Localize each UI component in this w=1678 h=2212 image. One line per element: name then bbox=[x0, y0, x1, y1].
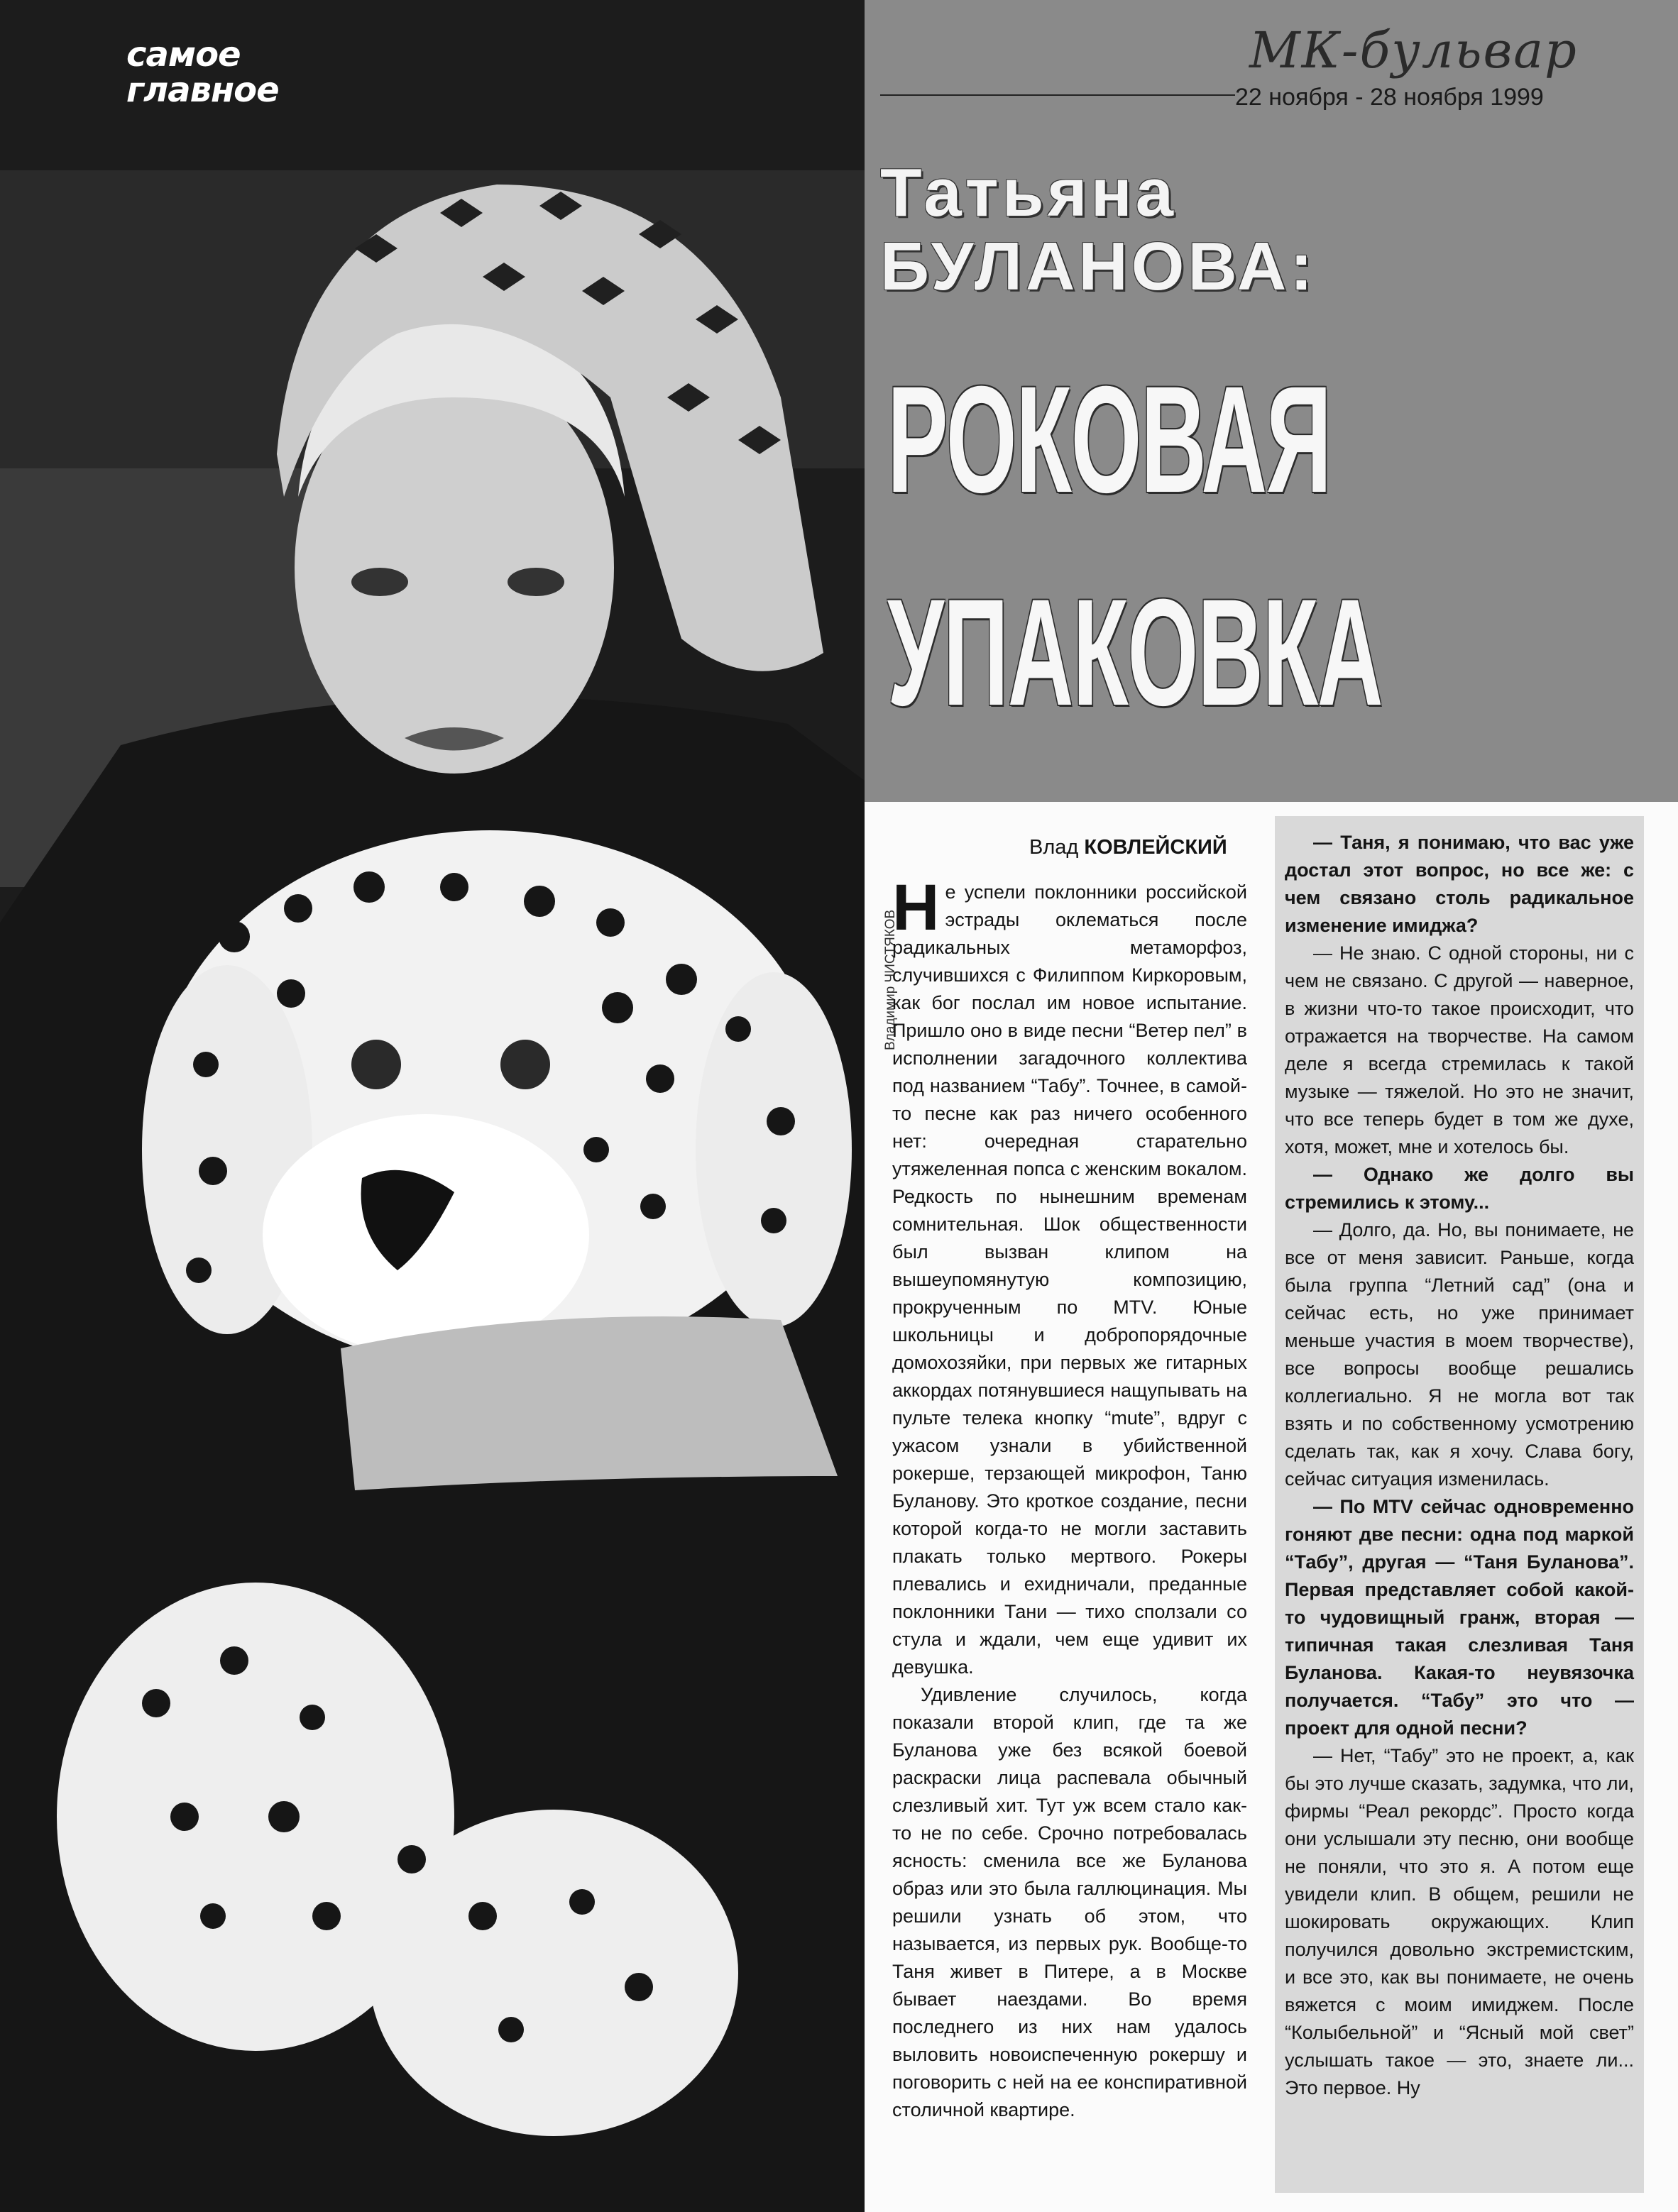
photo-credit-text: Владимир ЧИСТЯКОВ bbox=[883, 909, 898, 1050]
section-label-line1: самое bbox=[126, 35, 241, 75]
interview-question: — Однако же долго вы стремились к этому... bbox=[1285, 1164, 1634, 1213]
headline-title-line2: УПАКОВКА bbox=[887, 568, 1383, 737]
issue-date: 22 ноября - 28 ноября 1999 bbox=[1235, 84, 1544, 111]
interview-question: — По MTV сейчас одновременно гоняют две песни: одна под маркой “Табу”, другая — “Таня Буланова”. Первая представляет собой какой-то чудовищный гранж, вторая — типичная такая слезливая Таня Буланова. Какая-то неувязочка получается. “Табу” это что — проект для одной песни? bbox=[1285, 1496, 1634, 1739]
byline-first: Влад bbox=[1029, 836, 1079, 859]
headline-name-line2: БУЛАНОВА: bbox=[880, 229, 1317, 304]
section-label bbox=[126, 37, 279, 108]
interview-answer: — Нет, “Табу” это не проект, а, как бы это лучше сказать, задумка, что ли, фирмы “Реал рекордс”. Просто когда они услышали эту песню, они вообще не поняли, что это я. А потом еще увидели клип. В общем, решили не шокировать окружающих. Клип получился довольно экстремистским, и все это, как вы понимаете, не очень вяжется с моим имиджем. После “Колыбельной” и “Ясный мой свет” услышать такое — это, знаете ли... Это первое. Ну bbox=[1285, 1745, 1634, 2098]
article-column-1 bbox=[892, 871, 1247, 2124]
header-rule bbox=[880, 94, 1235, 96]
handwritten-signature: МК-бульвар bbox=[1249, 21, 1578, 79]
section-label-line2: главное bbox=[126, 70, 279, 110]
paragraph: Удивление случилось, когда показали второй клип, где та же Буланова уже без всякой боевой раскраски лица распевала обычный слезливый хит. Тут уж всем стало как-то не по себе. Срочно потребовалась ясность: сменила все же Буланова образ или это была галлюцинация. Мы решили узнать об этом, что называется, из первых рук. Вообще-то Таня живет в Питере, а в Москве бывает наездами. Во время последнего из них нам удалось выловить новоиспеченную рокершу и поговорить с ней на ее конспиративной столичной квартире. bbox=[892, 1684, 1247, 2120]
lead-paragraph bbox=[892, 871, 1247, 1681]
headline-name bbox=[880, 156, 1316, 304]
interview-question: — Таня, я понимаю, что вас уже достал этот вопрос, но все же: с чем связано столь радикальное изменение имиджа? bbox=[1285, 832, 1634, 936]
interview-answer: — Долго, да. Но, вы понимаете, не все от меня зависит. Раньше, когда была группа “Летний сад” (она и сейчас есть, но уже принимает меньше участия в моем творчестве), все вопросы вообще решались коллегиально. Я не могла вот так взять и по собственному усмотрению сделать так, как я хочу. Слава богу, сейчас ситуация изменилась. bbox=[1285, 1219, 1634, 1490]
headline-name-line1: Татьяна bbox=[880, 155, 1178, 231]
lead-paragraph-text: е успели поклонники российской эстрады оклематься после радикальных метаморфоз, случившихся с Филиппом Киркоровым, как бог послал им новое испытание. Пришло оно в виде песни “Ветер пел” в исполнении загадочного коллектива под названием “Табу”. Точнее, в самой-то песне как раз ничего особенного нет: очередная старательно утяжеленная попса с женским вокалом. Редкость по нынешним временам сомнительная. Шок общественности был вызван клипом на вышеупомянутую композицию, прокрученным по MTV. Юные школьницы и добропорядочные домохозяйки, при первых же гитарных аккордах потянувшиеся нащупывать на пульте телека кнопку “mute”, вдруг с ужасом узнали в убийственной рокерше, терзающей микрофон, Таню Буланову. Это кроткое создание, песни которой когда-то не могли заставить плакать только мертвого. Рокеры плевались и ехидничали, преданные поклонники Тани — тихо сползали со стула и ждали, чем еще удивит их девушка. bbox=[892, 881, 1247, 1678]
interview-answer: — Не знаю. С одной стороны, ни с чем не связано. С другой — наверное, в жизни что-то такое происходит, что отражается на творчестве. На самом деле я всегда стремилась к такой музыке — тяжелой. Но это не значит, что все теперь будет в том же духе, хотя, может, мне и хотелось бы. bbox=[1285, 942, 1634, 1157]
article-column-2 bbox=[1275, 816, 1644, 2193]
byline-last: КОВЛЕЙСКИЙ bbox=[1084, 836, 1227, 859]
byline bbox=[1029, 836, 1227, 859]
drop-cap: Н bbox=[892, 871, 940, 944]
headline-title-line1: РОКОВАЯ bbox=[887, 355, 1332, 524]
headline-title bbox=[887, 334, 1654, 759]
